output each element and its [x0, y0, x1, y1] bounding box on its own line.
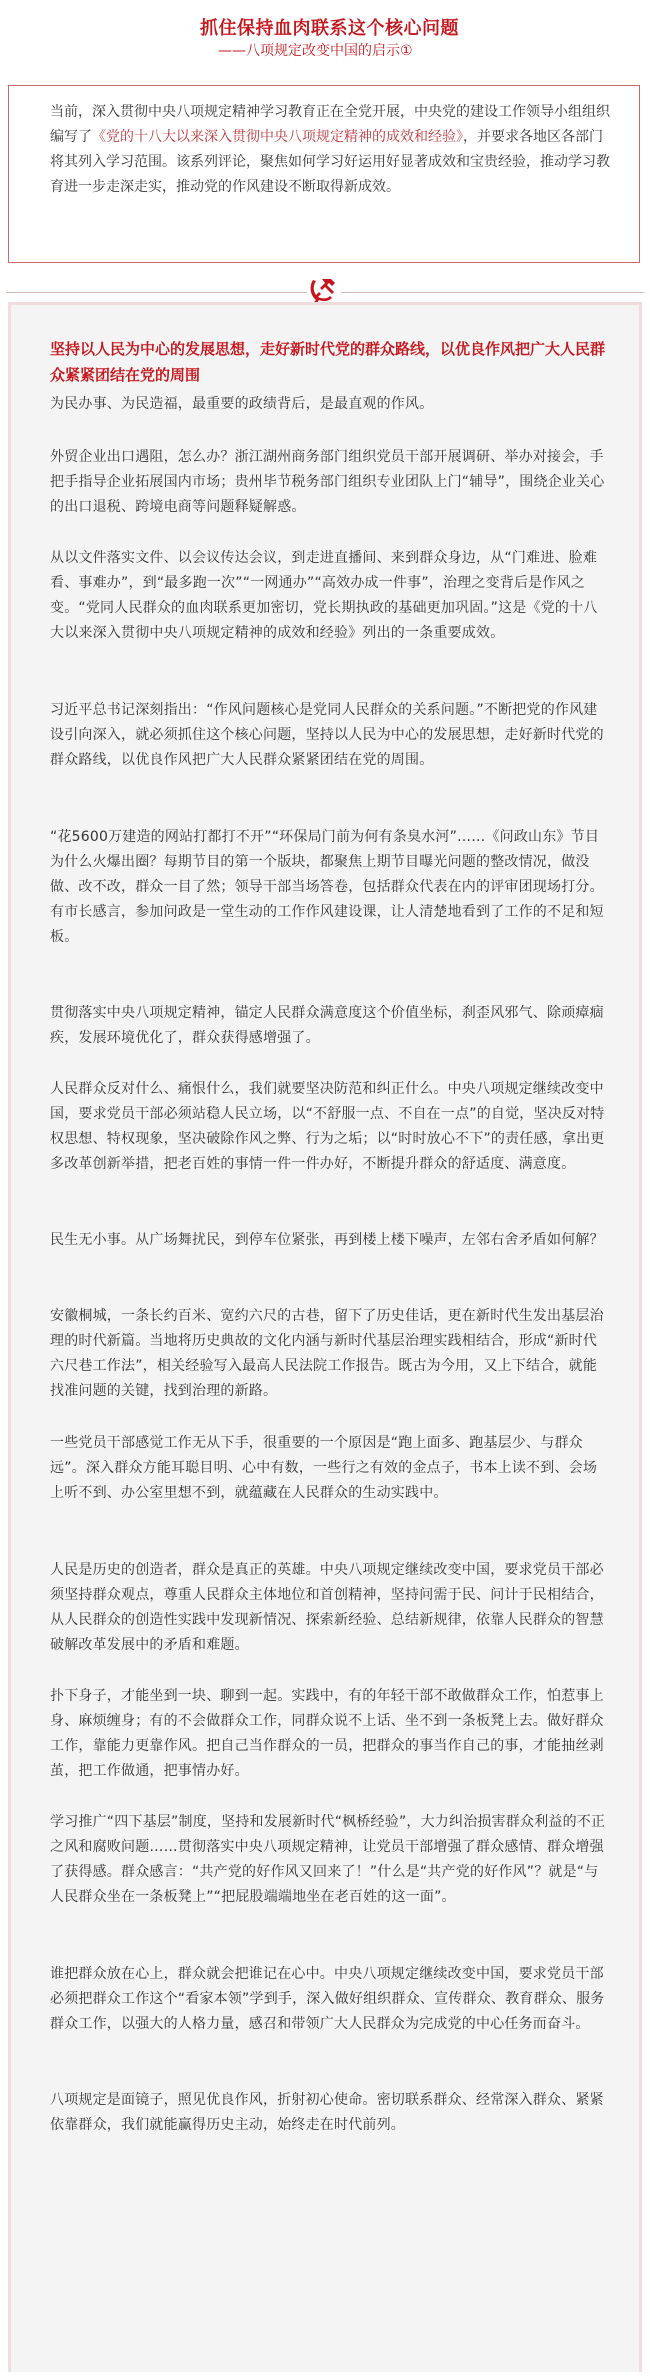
intro-text-part1: 当前，深入贯彻中央八项规定精神学习教育正在全党开展，中央党的建设工作领导小组组织编写了	[50, 104, 610, 145]
article-paragraph: 学习推广“四下基层”制度，坚持和发展新时代“枫桥经验”，大力纠治损害群众利益的不正之风和腐败问题……贯彻落实中央八项规定精神，让党员干部增强了群众感情、群众增强了获得感。群众感言：“共产党的好作风又回来了！”什么是“共产党的好作风”？就是“与人民群众坐在一条板凳上”“把屁股端端地坐在老百姓的这一面”。	[50, 1814, 606, 1905]
article-lead: 坚持以人民为中心的发展思想，走好新时代党的群众路线，以优良作风把广大人民群众紧紧团结在党的周围	[50, 340, 606, 384]
article-paragraph: 外贸企业出口遇阻，怎么办？浙江湖州商务部门组织党员干部开展调研、举办对接会，手把手指导企业拓展国内市场；贵州毕节税务部门组织专业团队上门“辅导”，围绕企业关心的出口退税、跨境电商等问题释疑解惑。	[50, 449, 605, 515]
article-paragraph: 安徽桐城，一条长约百米、宽约六尺的古巷，留下了历史佳话，更在新时代生发出基层治理的时代新篇。当地将历史典故的文化内涵与新时代基层治理实践相结合，形成“新时代六尺巷工作法”，相关经验写入最高人民法院工作报告。既古为今用，又上下结合，就能找准问题的关键，找到治理的新路。	[50, 1308, 604, 1399]
intro-book-title: 《党的十八大以来深入贯彻中央八项规定精神的成效和经验》	[92, 129, 463, 145]
article-paragraph: 八项规定是面镜子，照见优良作风，折射初心使命。密切联系群众、经常深入群众、紧紧依靠群众，我们就能赢得历史主动，始终走在时代前列。	[50, 2092, 604, 2133]
intro-text-part2: ，并要求各地区各部门将其列入学习范围。该系列评论，聚焦如何学习好运用好显著成效和宝贵经验，推动学习教育进一步走深走实，推动党的作风建设不断取得新成效。	[50, 129, 610, 195]
article-paragraph: 一些党员干部感觉工作无从下手，很重要的一个原因是“跑上面多、跑基层少、与群众远”。深入群众方能耳聪目明、心中有数，一些行之有效的金点子，书本上读不到、会场上听不到、办公室里想不到，就蕴藏在人民群众的生动实践中。	[50, 1435, 598, 1501]
article-paragraph: “花5600万建造的网站打都打不开”“环保局门前为何有条臭水河”……《问政山东》节目为什么火爆出圈？每期节目的第一个版块，都聚焦上期节目曝光问题的整改情况，做没做、改不改，群众一目了然；领导干部当场答卷，包括群众代表在内的评审团现场打分。有市长感言，参加问政是一堂生动的工作作风建设课，让人清楚地看到了工作的不足和短板。	[50, 829, 604, 945]
article-paragraph: 人民群众反对什么、痛恨什么，我们就要坚决防范和纠正什么。中央八项规定继续改变中国，要求党员干部必须站稳人民立场，以“不舒服一点、不自在一点”的自觉，坚决反对特权思想、特权现象，坚决破除作风之弊、行为之垢；以“时时放心不下”的责任感，拿出更多改革创新举措，把老百姓的事情一件一件办好，不断提升群众的舒适度、满意度。	[50, 1081, 605, 1172]
intro-text	[50, 100, 610, 200]
article-paragraph: 习近平总书记深刻指出：“作风问题核心是党同人民群众的关系问题。”不断把党的作风建设引向深入，就必须抓住这个核心问题，坚持以人民为中心的发展思想，走好新时代党的群众路线，以优良作风把广大人民群众紧紧团结在党的周围。	[50, 702, 604, 768]
article-paragraph: 为民办事、为民造福，最重要的政绩背后，是最直观的作风。	[50, 396, 434, 412]
article-paragraph: 谁把群众放在心上，群众就会把谁记在心中。中央八项规定继续改变中国，要求党员干部必须把群众工作这个“看家本领”学到手，深入做好组织群众、宣传群众、教育群众、服务群众工作，以强大的人格力量，感召和带领广大人民群众为完成党的中心任务而奋斗。	[50, 1966, 605, 2032]
article-paragraph: 贯彻落实中央八项规定精神，锚定人民群众满意度这个价值坐标，刹歪风邪气、除顽瘴痼疾，发展环境优化了，群众获得感增强了。	[50, 1005, 604, 1046]
article-header	[0, 0, 650, 78]
article-paragraph: 从以文件落实文件、以会议传达会议，到走进直播间、来到群众身边，从“门难进、脸难看、事难办”，到“最多跑一次”“一网通办”“高效办成一件事”，治理之变背后是作风之变。“党同人民群众的血肉联系更加密切，党长期执政的基础更加巩固。”这是《党的十八大以来深入贯彻中央八项规定精神的成效和经验》列出的一条重要成效。	[50, 550, 598, 641]
article-subtitle: ——八项规定改变中国的启示①	[218, 43, 413, 59]
article-top-border	[8, 302, 642, 305]
article-paragraph: 扑下身子，才能坐到一块、聊到一起。实践中，有的年轻干部不敢做群众工作，怕惹事上身、麻烦缠身；有的不会做群众工作，同群众说不上话、坐不到一条板凳上去。做好群众工作，靠能力更靠作风。把自己当作群众的一员，把群众的事当作自己的事，才能抽丝剥茧，把工作做通，把事情办好。	[50, 1688, 604, 1779]
article-paragraph: 人民是历史的创造者，群众是真正的英雄。中央八项规定继续改变中国，要求党员干部必须坚持群众观点，尊重人民群众主体地位和首创精神，坚持问需于民、问计于民相结合，从人民群众的创造性实践中发现新情况、探索新经验、总结新规律，依靠人民群众的智慧破解改革发展中的矛盾和难题。	[50, 1562, 604, 1653]
article-paragraph: 民生无小事。从广场舞扰民，到停车位紧张，再到楼上楼下噪声，左邻右舍矛盾如何解？	[50, 1232, 604, 1248]
article-title: 抓住保持血肉联系这个核心问题	[200, 18, 459, 39]
